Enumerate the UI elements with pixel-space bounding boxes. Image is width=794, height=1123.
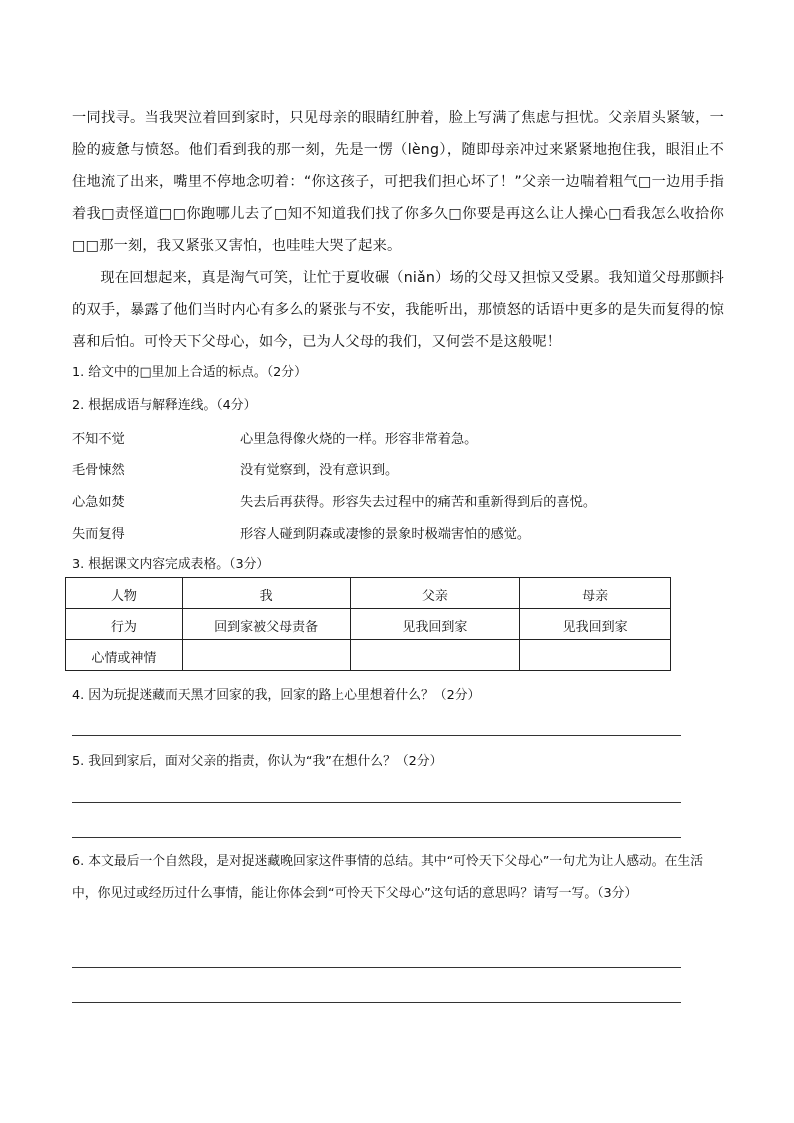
question-2: 2. 根据成语与解释连线。（4分） (72, 398, 257, 413)
answer-cell[interactable] (350, 640, 520, 671)
idiom-item[interactable]: 失而复得 (72, 527, 125, 542)
explanation-item[interactable]: 没有觉察到，没有意识到。 (240, 463, 399, 478)
matching-row (72, 491, 672, 515)
answer-cell[interactable] (520, 640, 671, 671)
table-cell: 回到家被父母责备 (182, 609, 350, 640)
passage-paragraph-2: 现在回想起来，真是淘气可笑，让忙于夏收碾（niǎn）场的父母又担惊又受累。我知道父母那颤抖的双手，暴露了他们当时内心有多么的紧张与不安，我能听出，那愤怒的话语中更多的是失而复得的惊喜和后怕。可怜天下父母心，如今，已为人父母的我们，又何尝不是这般呢！ (72, 270, 724, 350)
answer-cell[interactable] (182, 640, 350, 671)
question-4: 4. 因为玩捉迷藏而天黑才回家的我，回家的路上心里想着什么？（2分） (72, 688, 481, 703)
idiom-item[interactable]: 心急如焚 (72, 495, 125, 510)
table-header-row (66, 578, 671, 609)
answer-line[interactable] (72, 967, 681, 968)
answer-line[interactable] (72, 735, 681, 736)
table-cell: 母亲 (520, 578, 671, 609)
table-cell: 行为 (66, 609, 183, 640)
table-cell: 心情或神情 (66, 640, 183, 671)
matching-row (72, 523, 672, 547)
character-table (65, 577, 671, 671)
matching-row (72, 428, 672, 452)
table-cell: 人物 (66, 578, 183, 609)
table-cell: 父亲 (350, 578, 520, 609)
passage-paragraph-1: 一同找寻。当我哭泣着回到家时，只见母亲的眼睛红肿着，脸上写满了焦虑与担忧。父亲眉头紧皱，一脸的疲惫与愤怒。他们看到我的那一刻，先是一愣（lèng），随即母亲冲过来紧紧地抱住我，眼泪止不住地流了出来，嘴里不停地念叨着：“你这孩子，可把我们担心坏了！”父亲一边喘着粗气□一边用手指着我□责怪道□□你跑哪儿去了□知不知道我们找了你多久□你要是再这么让人操心□看我怎么收拾你□□那一刻，我又紧张又害怕，也哇哇大哭了起来。 (72, 110, 724, 254)
question-3: 3. 根据课文内容完成表格。（3分） (72, 557, 270, 572)
table-row (66, 609, 671, 640)
question-1: 1. 给文中的□里加上合适的标点。（2分） (72, 365, 307, 380)
answer-line[interactable] (72, 1002, 681, 1003)
table-cell: 我 (182, 578, 350, 609)
explanation-item[interactable]: 形容人碰到阴森或凄惨的景象时极端害怕的感觉。 (240, 527, 531, 542)
table-cell: 见我回到家 (520, 609, 671, 640)
explanation-item[interactable]: 心里急得像火烧的一样。形容非常着急。 (240, 432, 478, 447)
table-cell: 见我回到家 (350, 609, 520, 640)
answer-line[interactable] (72, 802, 681, 803)
table-row (66, 640, 671, 671)
matching-row (72, 459, 672, 483)
idiom-item[interactable]: 不知不觉 (72, 432, 125, 447)
question-5: 5. 我回到家后，面对父亲的指责，你认为“我”在想什么？（2分） (72, 754, 443, 769)
explanation-item[interactable]: 失去后再获得。形容失去过程中的痛苦和重新得到后的喜悦。 (240, 495, 597, 510)
question-6: 6. 本文最后一个自然段，是对捉迷藏晚回家这件事情的总结。其中“可怜天下父母心”一句尤为让人感动。在生活中，你见过或经历过什么事情，能让你体会到“可怜天下父母心”这句话的意思吗？请写一写。（3分） (72, 854, 703, 901)
idiom-item[interactable]: 毛骨悚然 (72, 463, 125, 478)
answer-line[interactable] (72, 837, 681, 838)
